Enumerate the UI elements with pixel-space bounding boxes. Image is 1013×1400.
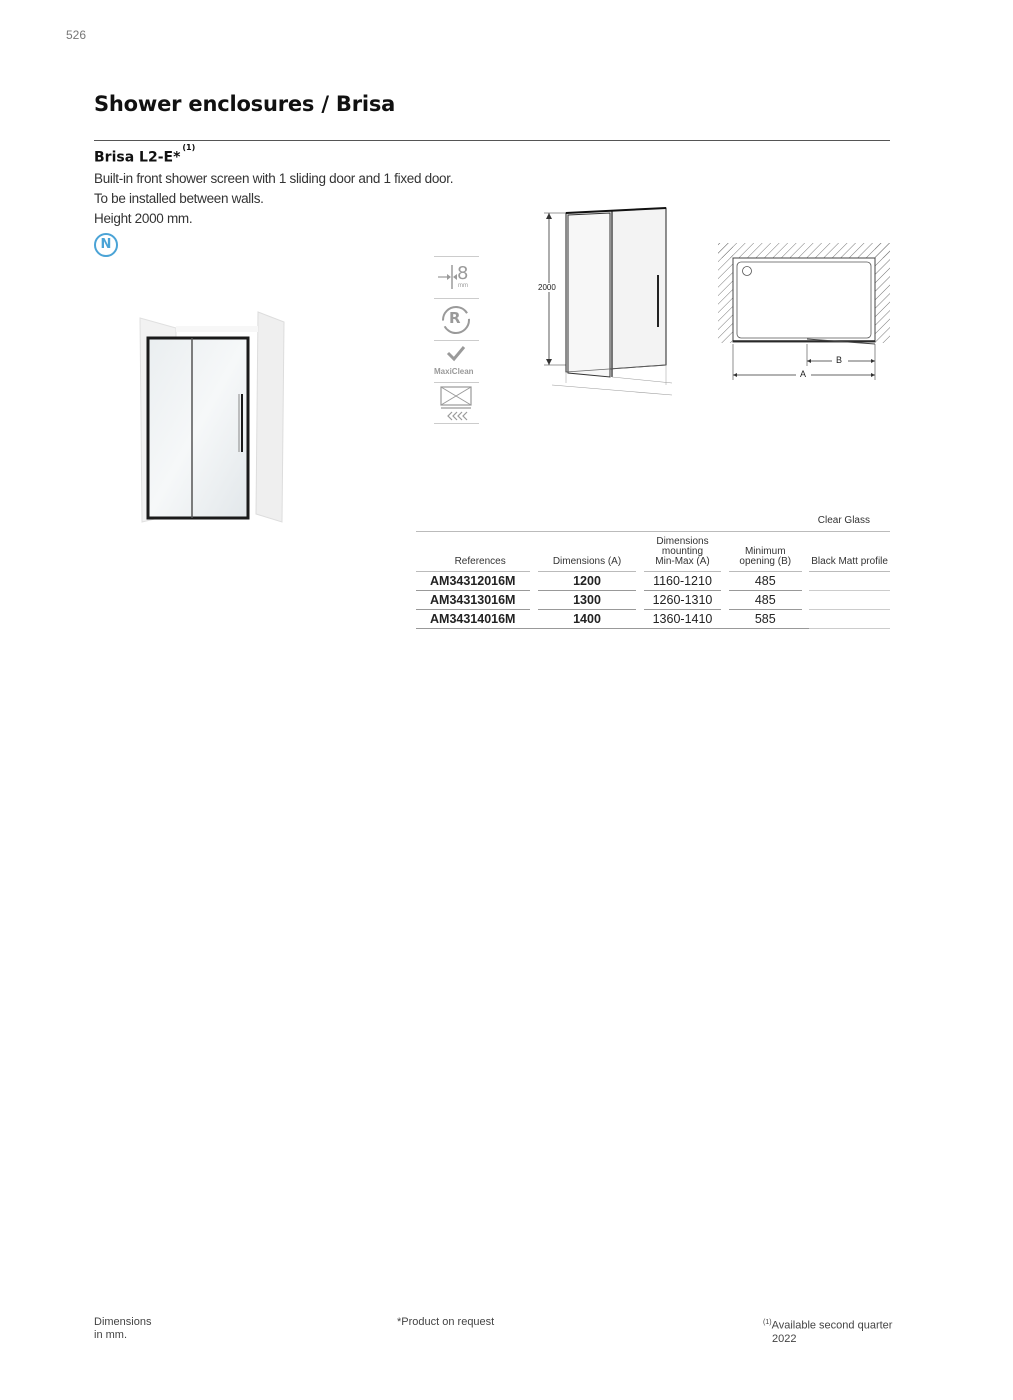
- product-name: [94, 143, 196, 166]
- row-mounting: 1160-1210: [644, 572, 722, 591]
- glass-thickness-value: 8: [457, 263, 469, 284]
- row-reference: AM34314016M: [416, 610, 530, 629]
- row-profile: [809, 591, 890, 610]
- sliding-door-feature: [434, 382, 479, 424]
- row-opening: 485: [729, 572, 802, 591]
- product-photo: [136, 308, 286, 526]
- row-dimension: 1300: [538, 591, 636, 610]
- row-dimension: 1400: [538, 610, 636, 629]
- maxiclean-check-icon: [434, 341, 479, 367]
- header-opening: [729, 532, 802, 572]
- footer-availability-note: [763, 1316, 892, 1346]
- sliding-door-icon: [434, 383, 479, 425]
- row-profile: [809, 572, 890, 591]
- glass-thickness-feature: [434, 256, 479, 298]
- row-profile: [809, 610, 890, 629]
- footer-availability-line-1: Available second quarter: [771, 1319, 893, 1332]
- title-divider: [94, 140, 890, 141]
- row-opening: 485: [729, 591, 802, 610]
- dimension-b-label: B: [836, 355, 843, 365]
- table-row: [416, 591, 890, 610]
- header-references: References: [416, 532, 530, 572]
- header-mounting-line-1: Dimensions: [656, 536, 709, 547]
- product-description-line-3: Height 2000 mm.: [94, 211, 193, 226]
- row-mounting: 1360-1410: [644, 610, 722, 629]
- footer-dimensions-line-2: in mm.: [94, 1329, 127, 1341]
- header-opening-line-2: opening (B): [739, 556, 792, 567]
- row-reference: AM34313016M: [416, 591, 530, 610]
- reversible-label: R: [449, 309, 461, 327]
- maxiclean-label: MaxiClean: [434, 367, 474, 376]
- reversible-feature: [434, 298, 479, 340]
- page-number: 526: [66, 28, 87, 42]
- header-dimensions: Dimensions (A): [538, 532, 636, 572]
- product-name-text: Brisa L2-E*: [94, 149, 181, 166]
- plan-view-drawing: [714, 240, 892, 380]
- glass-thickness-unit: mm: [458, 283, 468, 289]
- footer-on-request-note: *Product on request: [397, 1316, 495, 1328]
- product-description-line-2: To be installed between walls.: [94, 191, 264, 206]
- product-description-line-1: Built-in front shower screen with 1 sliding door and 1 fixed door.: [94, 171, 454, 186]
- new-badge: N: [94, 233, 118, 257]
- table-row: [416, 610, 890, 629]
- header-mounting-line-2: mounting: [661, 546, 704, 557]
- footer-availability-line-2: 2022: [772, 1332, 797, 1345]
- row-reference: AM34312016M: [416, 572, 530, 591]
- table-row: [416, 572, 890, 591]
- dimension-a-label: A: [800, 369, 807, 379]
- header-mounting: [644, 532, 722, 572]
- height-dimension-label: 2000: [538, 283, 556, 292]
- row-opening: 585: [729, 610, 802, 629]
- header-opening-line-1: Minimum: [744, 546, 786, 557]
- maxiclean-feature: [434, 340, 479, 382]
- header-mounting-line-3: Min-Max (A): [655, 556, 710, 567]
- row-mounting: 1260-1310: [644, 591, 722, 610]
- row-dimension: 1200: [538, 572, 636, 591]
- page-title: Shower enclosures / Brisa: [94, 92, 396, 116]
- product-note-marker: (1): [182, 143, 196, 152]
- specifications-table: [416, 515, 890, 629]
- header-profile: Black Matt profile: [809, 532, 890, 572]
- footer-dimensions-note: [94, 1316, 151, 1342]
- footer-dimensions-line-1: Dimensions: [94, 1316, 152, 1328]
- footer-availability-marker: (1): [763, 1319, 772, 1326]
- front-elevation-drawing: [532, 205, 682, 400]
- finish-header: Clear Glass: [416, 515, 890, 532]
